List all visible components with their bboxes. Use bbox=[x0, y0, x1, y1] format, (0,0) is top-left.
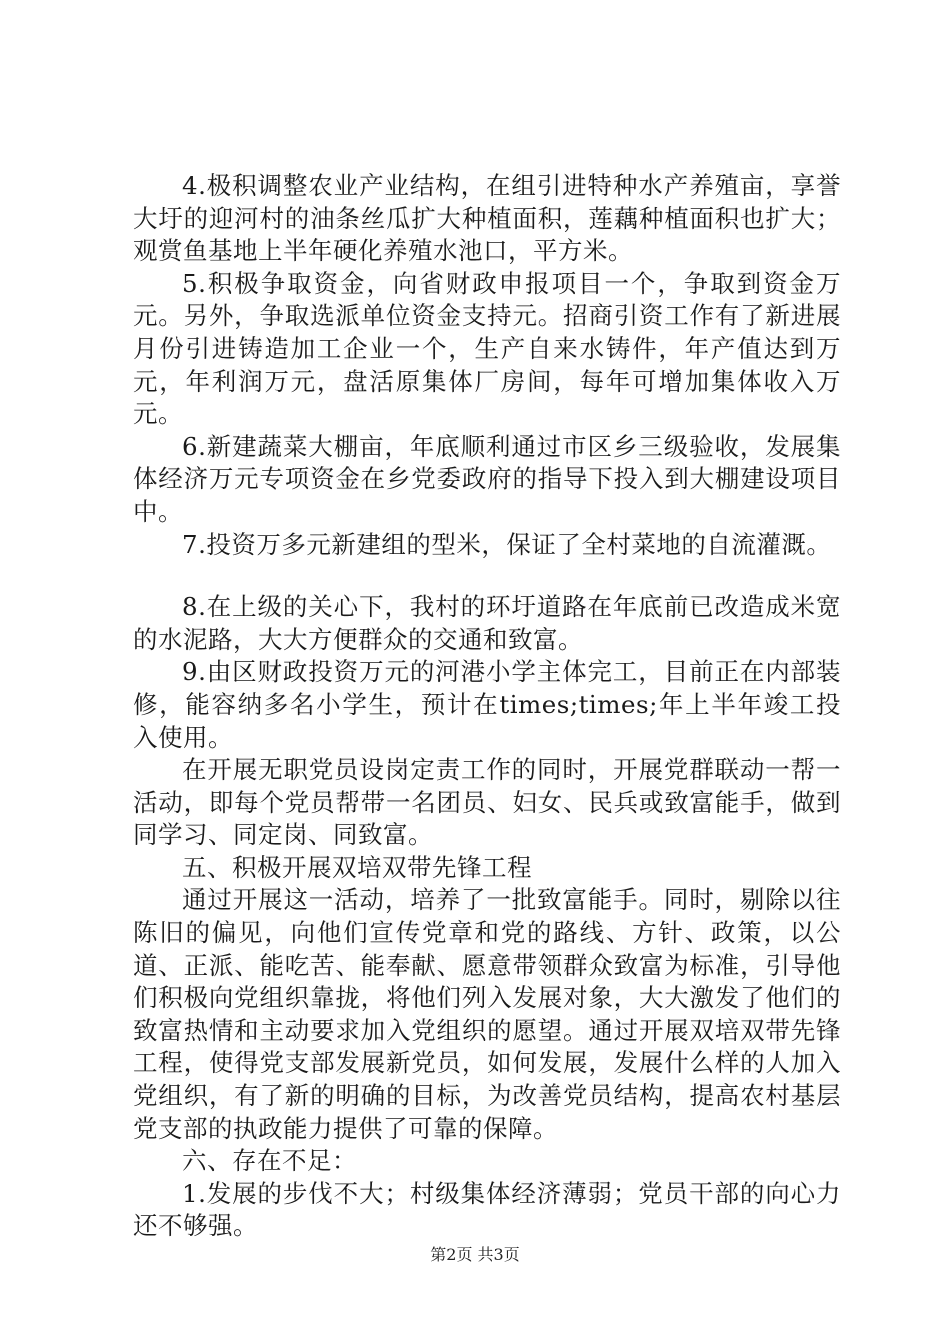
paragraph-item-9: 9.由区财政投资万元的河港小学主体完工，目前正在内部装修，能容纳多名小学生，预计在times;times;年上半年竣工投入使用。 bbox=[133, 657, 841, 752]
document-body bbox=[133, 170, 841, 1243]
paragraph-item-5: 5.积极争取资金，向省财政申报项目一个，争取到资金万元。另外，争取选派单位资金支持元。招商引资工作有了新进展月份引进铸造加工企业一个，生产自来水铸件，年产值达到万元，年利润万元，盘活原集体厂房间，每年可增加集体收入万元。 bbox=[133, 268, 841, 429]
paragraph-item-7: 7.投资万多元新建组的型米，保证了全村菜地的自流灌溉。 bbox=[182, 529, 832, 559]
page-number-footer: 第2页 共3页 bbox=[430, 1245, 520, 1264]
section-heading-five: 五、积极开展双培双带先锋工程 bbox=[182, 852, 532, 882]
paragraph-shortcoming-1: 1.发展的步伐不大；村级集体经济薄弱；党员干部的向心力还不够强。 bbox=[133, 1178, 841, 1241]
paragraph-pioneer-project: 通过开展这一活动，培养了一批致富能手。同时，剔除以往陈旧的偏见，向他们宣传党章和党的路线、方针、政策，以公道、正派、能吃苦、能奉献、愿意带领群众致富为标准，引导他们积极向党组织靠拢，将他们列入发展对象，大大激发了他们的致富热情和主动要求加入党组织的愿望。通过开展双培双带先锋工程，使得党支部发展新党员，如何发展，发展什么样的人加入党组织，有了新的明确的目标，为改善党员结构，提高农村基层党支部的执政能力提供了可靠的保障。 bbox=[133, 885, 841, 1143]
paragraph-party-activity: 在开展无职党员设岗定责工作的同时，开展党群联动一帮一活动，即每个党员帮带一名团员、妇女、民兵或致富能手，做到同学习、同定岗、同致富。 bbox=[133, 755, 841, 850]
section-heading-six: 六、存在不足： bbox=[182, 1146, 357, 1176]
paragraph-item-6: 6.新建蔬菜大棚亩，年底顺利通过市区乡三级验收，发展集体经济万元专项资金在乡党委政府的指导下投入到大棚建设项目中。 bbox=[133, 431, 841, 526]
paragraph-item-4: 4.极积调整农业产业结构，在组引进特种水产养殖亩，享誉大圩的迎河村的油条丝瓜扩大种植面积，莲藕种植面积也扩大；观赏鱼基地上半年硬化养殖水池口，平方米。 bbox=[133, 171, 841, 266]
paragraph-item-8: 8.在上级的关心下，我村的环圩道路在年底前已改造成米宽的水泥路，大大方便群众的交通和致富。 bbox=[133, 592, 841, 654]
